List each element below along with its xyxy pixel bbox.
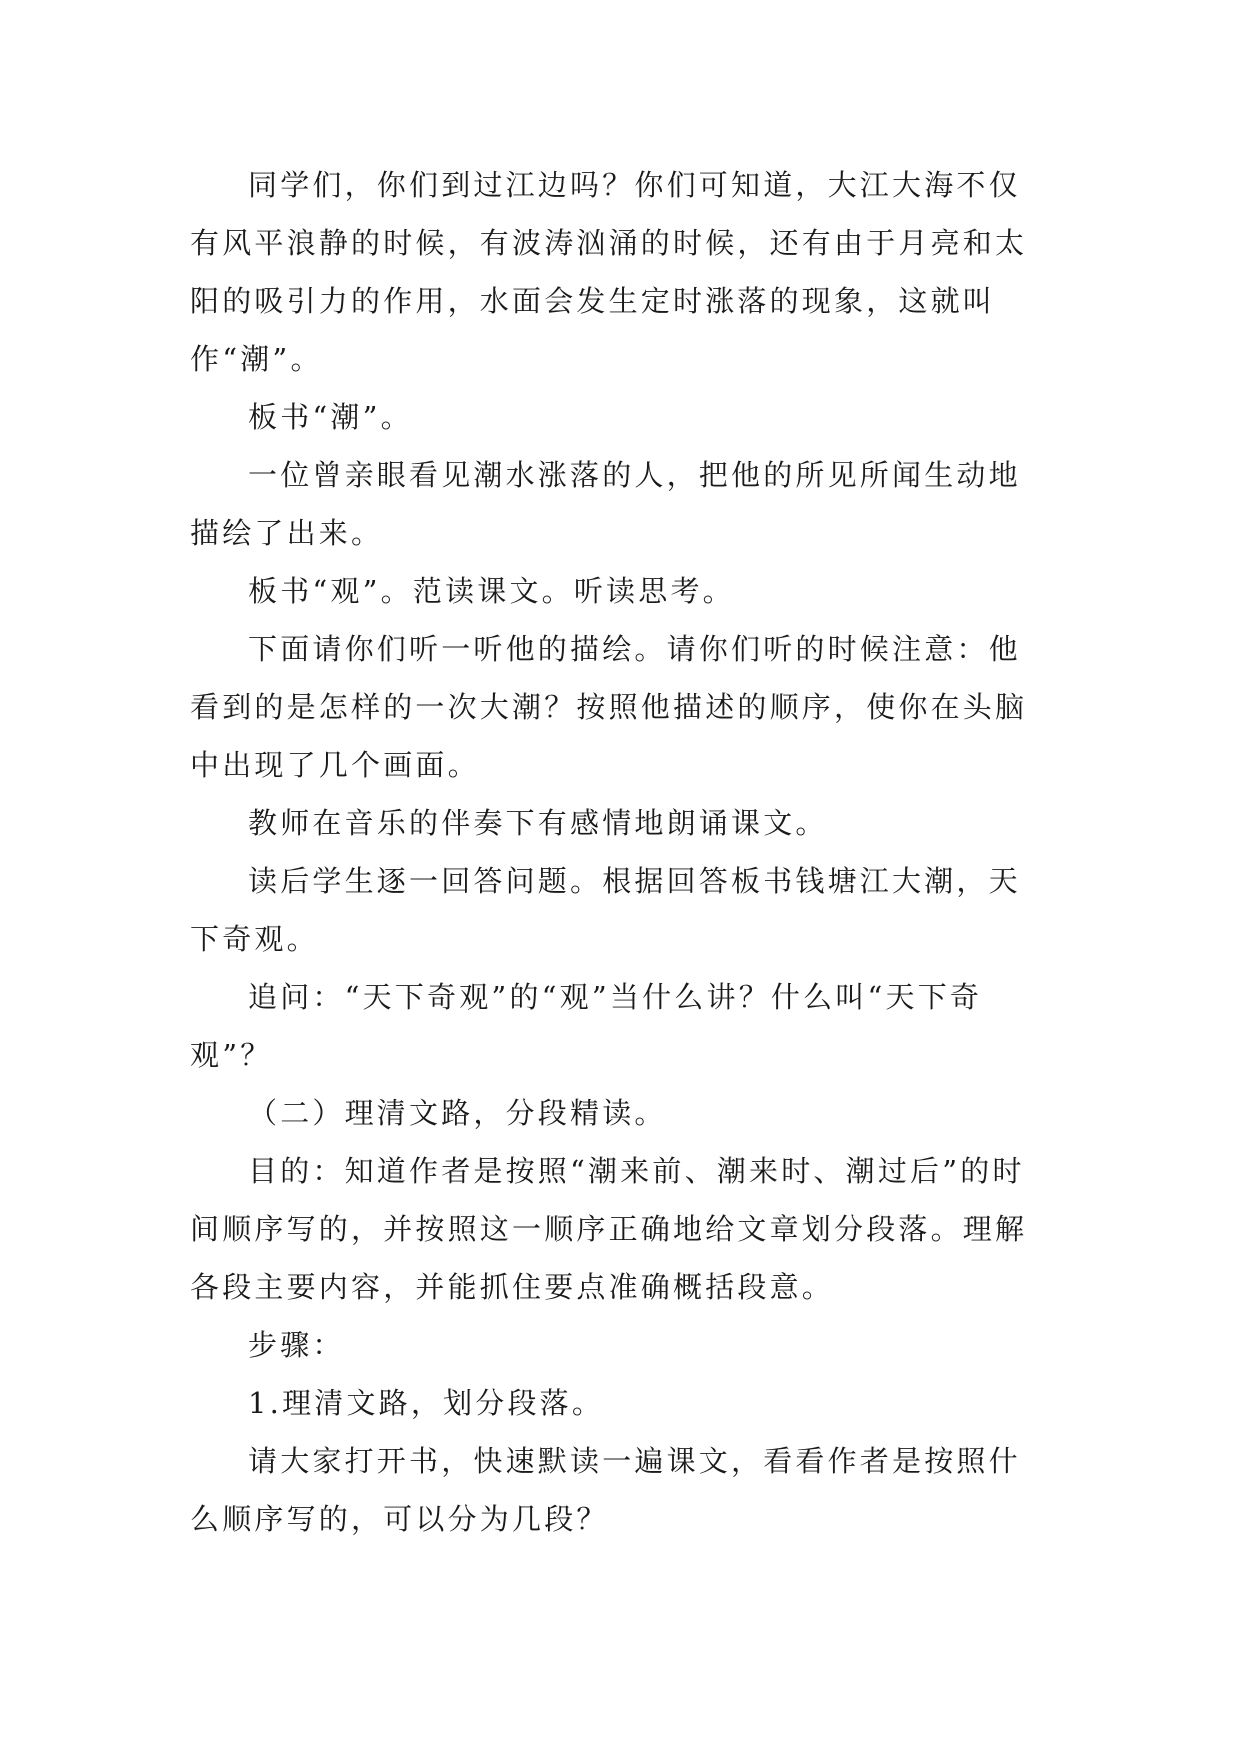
- paragraph: 读后学生逐一回答问题。根据回答板书钱塘江大潮，天下奇观。: [190, 864, 1021, 956]
- paragraph: 目的：知道作者是按照“潮来前、潮来时、潮过后”的时间顺序写的，并按照这一顺序正确地给文章划分段落。理解各段主要内容，并能抓住要点准确概括段意。: [190, 1154, 1028, 1304]
- paragraph: 同学们，你们到过江边吗？你们可知道，大江大海不仅有风平浪静的时候，有波涛汹涌的时候，还有由于月亮和太阳的吸引力的作用，水面会发生定时涨落的现象，这就叫作“潮”。: [190, 168, 1028, 376]
- paragraph: 请大家打开书，快速默读一遍课文，看看作者是按照什么顺序写的，可以分为几段？: [190, 1444, 1021, 1536]
- paragraph: 追问：“天下奇观”的“观”当什么讲？什么叫“天下奇观”？: [190, 980, 983, 1072]
- paragraph: 板书“观”。范读课文。听读思考。: [248, 574, 735, 608]
- paragraph: 下面请你们听一听他的描绘。请你们听的时候注意：他看到的是怎样的一次大潮？按照他描述的顺序，使你在头脑中出现了几个画面。: [190, 632, 1028, 782]
- document-body: [190, 156, 1050, 1548]
- section-heading: （二）理清文路，分段精读。: [248, 1096, 667, 1130]
- paragraph: 步骤：: [248, 1328, 345, 1362]
- paragraph: 一位曾亲眼看见潮水涨落的人，把他的所见所闻生动地描绘了出来。: [190, 458, 1021, 550]
- paragraph: 教师在音乐的伴奏下有感情地朗诵课文。: [248, 806, 828, 840]
- paragraph: 板书“潮”。: [248, 400, 413, 434]
- list-item: 1.理清文路，划分段落。: [248, 1386, 605, 1420]
